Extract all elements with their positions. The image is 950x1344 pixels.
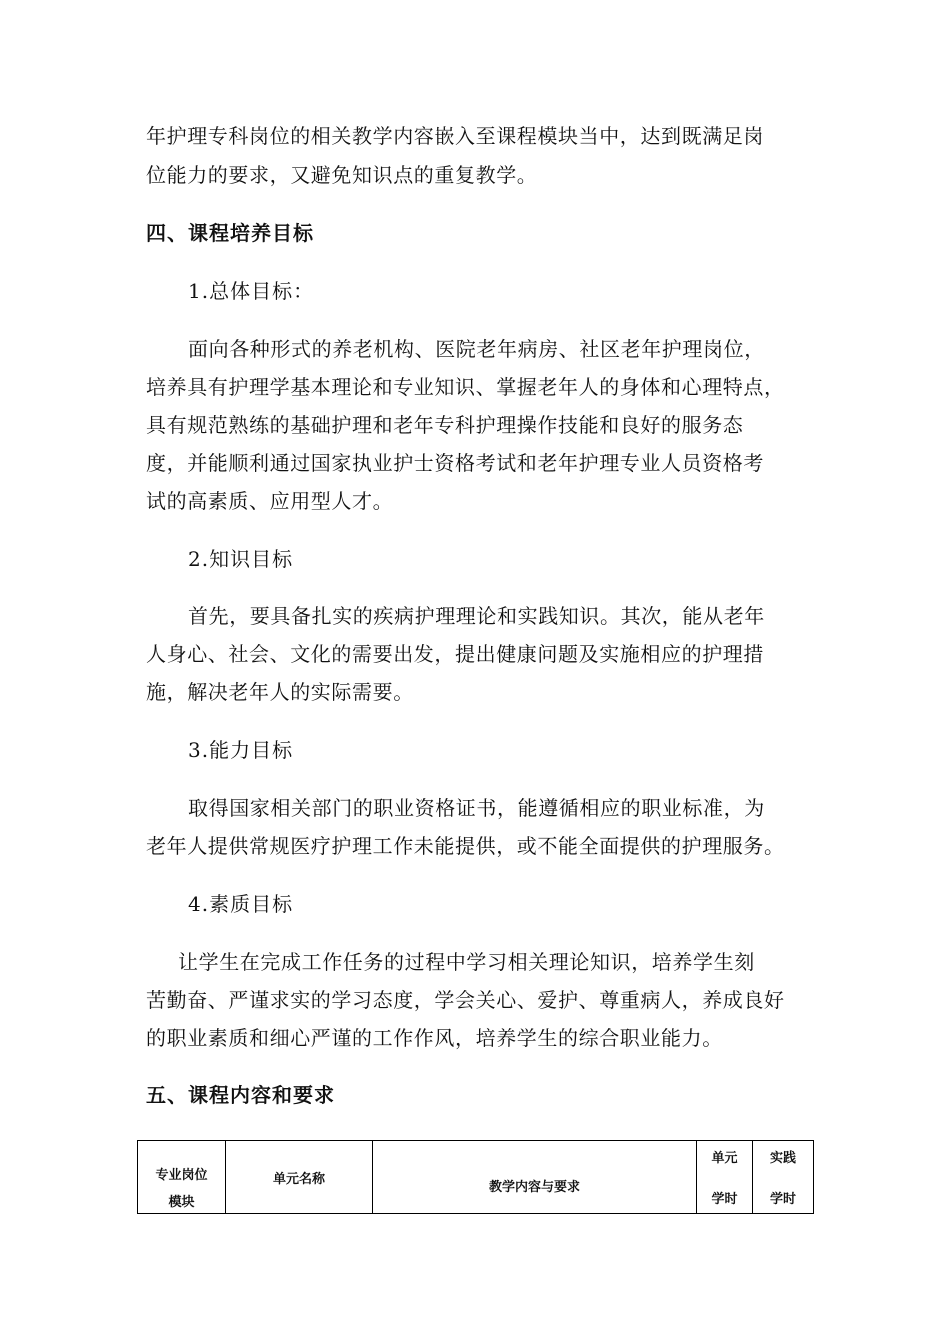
goal-4-line-2: 苦勤奋、严谨求实的学习态度，学会关心、爱护、尊重病人，养成良好 — [146, 988, 785, 1012]
goal-3-line-2: 老年人提供常规医疗护理工作未能提供，或不能全面提供的护理服务。 — [146, 834, 785, 858]
header-module-line-2: 模块 — [168, 1195, 195, 1210]
section-4-heading: 四、课程培养目标 — [146, 221, 314, 245]
course-content-table — [137, 1140, 814, 1214]
header-cell-unit-hours — [697, 1141, 753, 1214]
goal-1-line-5: 试的高素质、应用型人才。 — [146, 489, 394, 513]
goal-1-line-2: 培养具有护理学基本理论和专业知识、掌握老年人的身体和心理特点， — [146, 375, 785, 399]
header-unit-name: 单元名称 — [272, 1171, 325, 1187]
goal-1-line-4: 度，并能顺利通过国家执业护士资格考试和老年护理专业人员资格考 — [146, 451, 764, 475]
goal-1-line-1: 面向各种形式的养老机构、医院老年病房、社区老年护理岗位， — [188, 337, 765, 361]
goal-2-line-2: 人身心、社会、文化的需要出发，提出健康问题及实施相应的护理措 — [146, 642, 764, 666]
goal-2-line-1: 首先，要具备扎实的疾病护理理论和实践知识。其次，能从老年 — [188, 604, 765, 628]
section-5-heading: 五、课程内容和要求 — [146, 1083, 335, 1107]
table-header-row — [138, 1141, 814, 1214]
goal-1-line-3: 具有规范熟练的基础护理和老年专科护理操作技能和良好的服务态 — [146, 413, 744, 437]
header-cell-unit-name — [226, 1141, 373, 1214]
intro-line-1: 年护理专科岗位的相关教学内容嵌入至课程模块当中，达到既满足岗 — [146, 124, 764, 148]
goal-3-line-1: 取得国家相关部门的职业资格证书，能遵循相应的职业标准，为 — [188, 796, 765, 820]
header-cell-content — [373, 1141, 697, 1214]
goal-1-title: 1.总体目标： — [188, 279, 315, 303]
header-unit-hours-line-1: 单元 — [711, 1151, 738, 1166]
header-cell-module — [138, 1141, 226, 1214]
goal-4-line-1: 让学生在完成工作任务的过程中学习相关理论知识，培养学生刻 — [178, 950, 755, 974]
header-unit-hours-line-2: 学时 — [711, 1192, 738, 1207]
header-practice-hours-line-2: 学时 — [769, 1192, 796, 1207]
intro-line-2: 位能力的要求，又避免知识点的重复教学。 — [146, 163, 538, 187]
header-module-line-1: 专业岗位 — [155, 1168, 208, 1183]
goal-4-title: 4.素质目标 — [188, 892, 294, 916]
goal-3-title: 3.能力目标 — [188, 738, 294, 762]
header-practice-hours-line-1: 实践 — [769, 1151, 796, 1166]
header-cell-practice-hours — [753, 1141, 814, 1214]
goal-4-line-3: 的职业素质和细心严谨的工作作风，培养学生的综合职业能力。 — [146, 1026, 723, 1050]
header-content: 教学内容与要求 — [488, 1179, 580, 1195]
goal-2-line-3: 施，解决老年人的实际需要。 — [146, 680, 414, 704]
goal-2-title: 2.知识目标 — [188, 547, 294, 571]
